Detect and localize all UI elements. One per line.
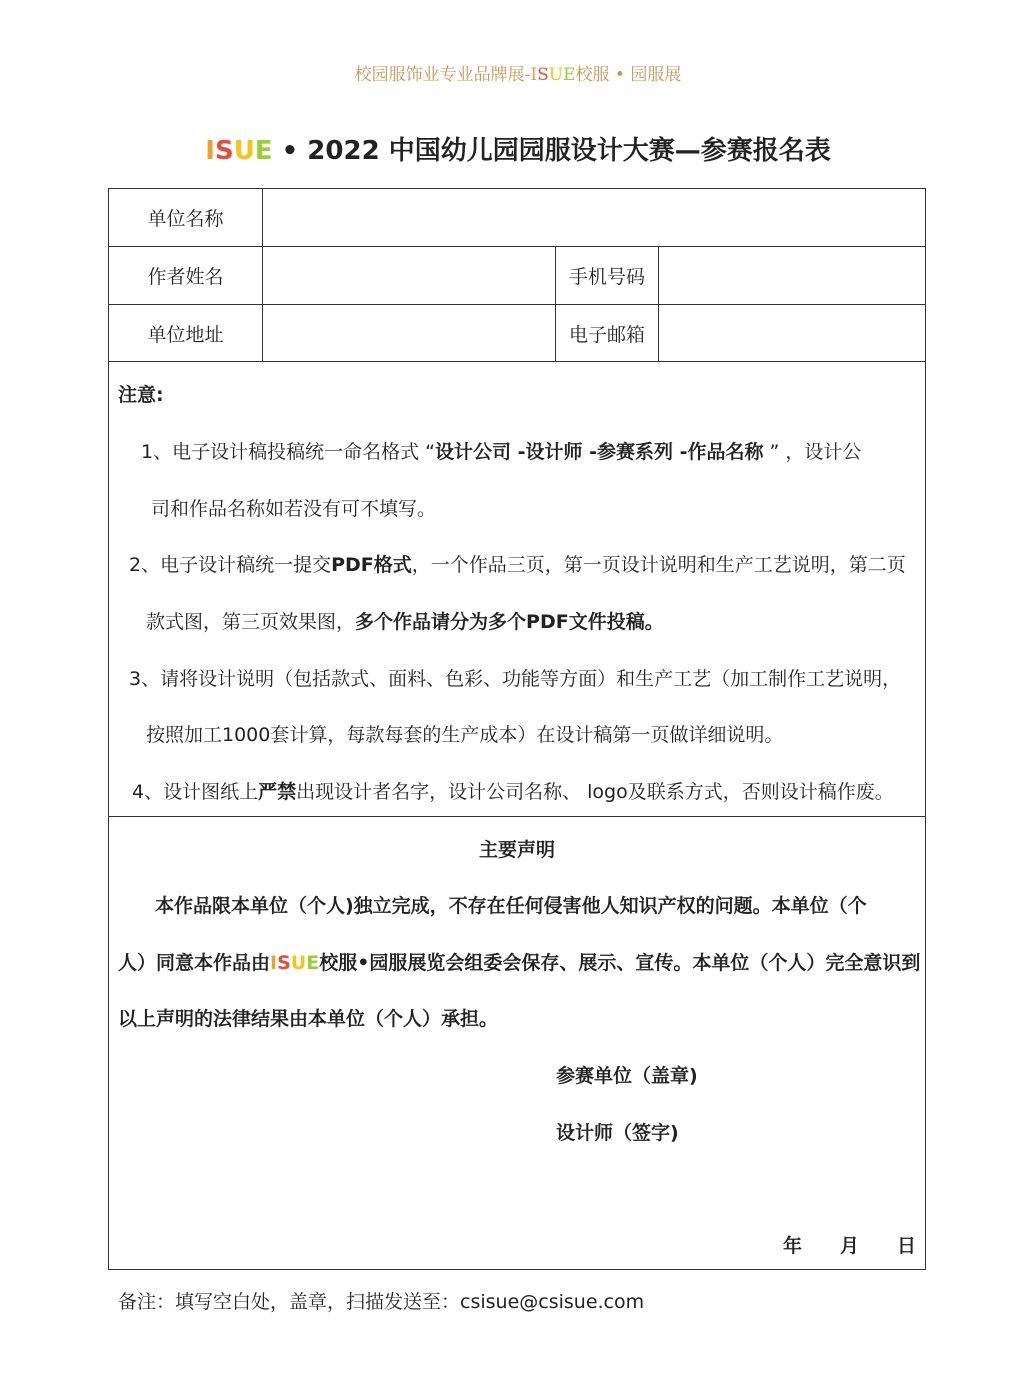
date-day: 日 [897, 1235, 917, 1257]
unit-address-label: 单位地址 [109, 305, 263, 361]
declaration-title: 主要声明 [478, 839, 555, 861]
footnote: 备注：填写空白处，盖章，扫描发送至：csisue@csisue.com [118, 1291, 645, 1313]
note-item-2 [129, 550, 906, 577]
logo-letter-u: U [233, 136, 255, 166]
declaration-line-2a: 人）同意本作品由 [118, 952, 271, 974]
phone-field[interactable] [659, 247, 925, 304]
unit-address-field[interactable] [263, 305, 556, 361]
declaration-brand-text: ISUE [270, 952, 320, 974]
declaration-line-2 [118, 948, 920, 975]
title-text: • 2022 中国幼儿园园服设计大赛—参赛报名表 [272, 136, 831, 166]
logo-letter-i: I [205, 136, 215, 166]
row-address-email [109, 305, 925, 362]
note-item-2-cont [146, 607, 664, 634]
note2-text-a: 2、电子设计稿统一提交 [129, 554, 332, 576]
declaration-brand [270, 952, 319, 974]
note2-text-e: 多个作品请分为多个PDF文件投稿。 [355, 611, 664, 633]
note1-text-a: 1、电子设计稿投稿统一命名格式 “ [141, 441, 435, 463]
author-name-field[interactable] [263, 247, 556, 304]
note1-format: 设计公司 -设计师 -参赛系列 -作品名称 [434, 441, 764, 463]
phone-label: 手机号码 [556, 247, 659, 304]
note-item-3: 3、请将设计说明（包括款式、面料、色彩、功能等方面）和生产工艺（加工制作工艺说明， [129, 668, 902, 690]
row-author-phone [109, 247, 925, 305]
signature-label: 设计师（签字) [556, 1122, 679, 1144]
declaration-line-1: 本作品限本单位（个人)独立完成，不存在任何侵害他人知识产权的问题。本单位（个 [155, 895, 867, 917]
page-header [0, 60, 1036, 85]
header-brand [530, 65, 575, 85]
date-month: 月 [840, 1235, 860, 1257]
declaration-line-3: 以上声明的法律结果由本单位（个人）承担。 [118, 1008, 499, 1030]
unit-name-label: 单位名称 [109, 189, 263, 246]
row-unit-name [109, 189, 925, 247]
note4-text-c: 出现设计者名字，设计公司名称、 logo及联系方式，否则设计稿作废。 [296, 781, 894, 803]
note2-text-c: ，一个作品三页，第一页设计说明和生产工艺说明，第二页 [411, 554, 906, 576]
note1-text-d: 司和作品名称如若没有可不填写。 [151, 498, 437, 520]
note-item-1 [141, 437, 861, 464]
header-prefix: 校园服饰业专业品牌展- [354, 65, 531, 85]
logo-letter-s: S [214, 136, 234, 166]
note-item-4 [132, 777, 894, 804]
header-brand-text: ISUE [530, 65, 576, 85]
note-item-3-cont: 按照加工1000套计算，每款每套的生产成本）在设计稿第一页做详细说明。 [146, 724, 784, 746]
notes-heading: 注意: [118, 384, 164, 406]
note4-text-a: 4、设计图纸上 [132, 781, 259, 803]
isue-logo [205, 136, 272, 166]
note2-pdf: PDF格式 [331, 554, 412, 576]
note4-forbidden: 严禁 [258, 781, 297, 803]
email-field[interactable] [659, 305, 925, 361]
page-title [0, 130, 1036, 167]
seal-label: 参赛单位（盖章) [556, 1065, 698, 1087]
notes-section [109, 362, 925, 817]
registration-form [108, 188, 926, 1270]
header-suffix: 校服 • 园服展 [575, 65, 682, 85]
date-year: 年 [783, 1235, 803, 1257]
logo-letter-e: E [254, 136, 273, 166]
note1-text-c: ” ，设计公 [763, 441, 862, 463]
email-label: 电子邮箱 [556, 305, 659, 361]
unit-name-field[interactable] [263, 189, 925, 246]
author-name-label: 作者姓名 [109, 247, 263, 304]
declaration-section [109, 817, 925, 1269]
declaration-line-2b: 校服•园服展览会组委会保存、展示、宣传。本单位（个人）完全意识到 [319, 952, 921, 974]
note2-text-d: 款式图，第三页效果图， [146, 611, 356, 633]
